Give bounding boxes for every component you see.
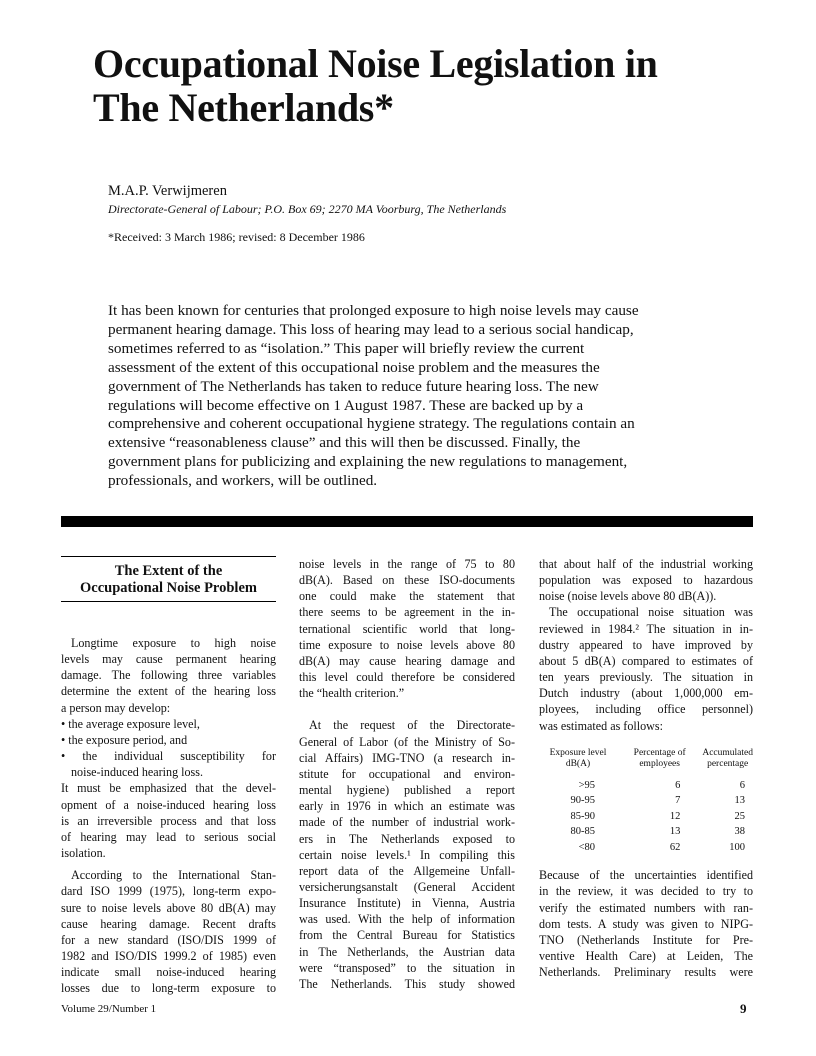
- table-cell: 6: [739, 779, 745, 791]
- text-line: The Netherlands. This study showed: [299, 976, 515, 991]
- text-line: Insurance Institute) in Vienna, Austria: [299, 896, 515, 911]
- text-line: dB(A) may cause hearing damage and: [299, 653, 515, 668]
- section-heading-line: The Extent of the: [114, 563, 223, 579]
- text-line: According to the International Stan-: [71, 868, 276, 883]
- header-text: percentage: [707, 758, 749, 769]
- abstract-line: professionals, and workers, will be outlined.: [108, 472, 378, 490]
- table-cell: 25: [734, 810, 745, 822]
- text-line: indicate small noise-induced hearing: [61, 965, 276, 980]
- text-line: Dutch industry (about 1,000,000 em-: [539, 686, 753, 701]
- text-line: General of Labor (of the Ministry of So-: [299, 734, 515, 749]
- text-line: in The Netherlands, the Austrian data: [299, 944, 515, 959]
- text-line: Netherlands. Preliminary results were: [539, 965, 753, 980]
- received-dates: *Received: 3 March 1986; revised: 8 December 1986: [108, 230, 365, 244]
- abstract-line: sometimes referred to as “isolation.” This paper will briefly review the current: [108, 339, 585, 357]
- text-line: isolation.: [61, 846, 106, 861]
- text-line: versicherungsanstalt (General Accident: [299, 879, 515, 894]
- abstract-line: assessment of the extent of this occupational noise problem and the measures the: [108, 358, 600, 376]
- column-2: [299, 556, 515, 992]
- text-line: population was exposed to hazardous: [539, 573, 753, 588]
- text-line: dustry appeared to have improved by: [539, 637, 753, 652]
- text-line: a person may develop:: [61, 700, 171, 715]
- table-cell: 13: [734, 795, 745, 807]
- title-line: Occupational Noise Legislation in: [93, 41, 658, 86]
- abstract-line: extensive “reasonableness clause” and this will then be discussed. Finally, the: [108, 434, 581, 452]
- text-line: ventive Health Care) at Leiden, The: [539, 949, 753, 963]
- text-line: ten years previously. The situation in: [539, 670, 753, 685]
- header-text: dB(A): [565, 758, 591, 769]
- text-line: was used. With the help of information: [299, 912, 515, 927]
- abstract-line: It has been known for centuries that prolonged exposure to high noise levels may cause: [108, 302, 639, 319]
- abstract-line: government plans for publicizing and explaining the new regulations to management,: [108, 453, 628, 471]
- bullet-item: • the individual susceptibility for: [61, 749, 276, 764]
- section-heading: [61, 563, 276, 597]
- table-cell: <80: [578, 841, 595, 853]
- header-text: Percentage of: [633, 747, 686, 758]
- text-line: the “health criterion.”: [299, 686, 405, 701]
- bullet-item: noise-induced hearing loss.: [71, 765, 203, 780]
- table-cell: 6: [675, 779, 681, 791]
- text-line: levels may cause permanent hearing: [61, 652, 276, 667]
- text-line: were “transposed” to the situation in: [299, 960, 515, 975]
- header-text: employees: [639, 758, 680, 769]
- bullet-item: • the exposure period, and: [61, 732, 188, 747]
- text-line: The occupational noise situation was: [549, 605, 753, 620]
- heading-rule-top: [61, 556, 276, 557]
- text-line: made of the number of industrial work-: [299, 815, 515, 830]
- table-header-cell: [702, 748, 753, 778]
- table-header-row: [539, 748, 753, 778]
- header-text: Accumulated: [702, 747, 753, 758]
- journal-volume: Volume 29/Number 1: [61, 1003, 157, 1015]
- text-line: there seems to be agreement in the in-: [299, 605, 515, 620]
- column-3: [539, 556, 753, 980]
- text-line: about 5 dB(A) compared to estimates of: [539, 653, 753, 668]
- text-line: this level could therefore be considered: [299, 670, 515, 685]
- text-line: ternational scientific world that long-: [299, 621, 515, 636]
- table-row: [539, 793, 753, 809]
- abstract-line: regulations will become effective on 1 August 1987. These are backed up by a: [108, 396, 584, 414]
- text-line: Because of the uncertainties identified: [539, 868, 753, 883]
- text-line: early in 1976 in which an estimate was: [299, 799, 515, 814]
- table-cell: 62: [669, 841, 681, 853]
- table-cell: 12: [669, 810, 681, 822]
- text-line: cial Affairs) IMG-TNO (a research in-: [299, 750, 515, 765]
- text-line: is an irreversible process and that loss: [61, 813, 276, 828]
- text-line: opment of a noise-induced hearing loss: [61, 797, 276, 812]
- text-line: for a new standard (ISO/DIS 1999 of: [61, 932, 276, 947]
- text-line: noise levels in the range of 75 to 80: [299, 557, 515, 571]
- text-line: At the request of the Directorate-: [309, 718, 515, 733]
- author-name: M.A.P. Verwijmeren: [108, 183, 227, 199]
- page-number: 9: [740, 1001, 747, 1016]
- text-line: mental hygiene) published a report: [299, 783, 515, 798]
- text-line: certain noise levels.¹ In compiling this: [299, 847, 515, 862]
- table-header-cell: [617, 748, 702, 778]
- text-line: sure to noise levels above 80 dB(A) may: [61, 900, 276, 915]
- table-cell: 7: [675, 795, 681, 807]
- text-line: damage. The following three variables: [61, 668, 276, 683]
- noise-exposure-table: [539, 748, 753, 856]
- text-line: in the review, it was decided to try to: [539, 884, 753, 899]
- table-cell: 38: [734, 826, 745, 838]
- text-line: noise (noise levels above 80 dB(A)).: [539, 589, 717, 604]
- author-affiliation: Directorate-General of Labour; P.O. Box 69; 2270 MA Voorburg, The Netherlands: [108, 202, 507, 216]
- text-line: cause hearing damage. Recent drafts: [61, 916, 276, 931]
- text-line: dom tests. A study was given to NIPG-: [539, 916, 753, 931]
- table-cell: >95: [578, 779, 595, 791]
- text-line: It must be emphasized that the devel-: [61, 781, 276, 796]
- table-cell: 13: [669, 826, 681, 838]
- text-line: time exposure to noise levels above 80: [299, 637, 515, 652]
- text-line: of hearing may lead to serious social: [61, 829, 276, 844]
- text-line: dB(A). Based on these ISO-documents: [299, 573, 515, 588]
- table-row: [539, 840, 753, 856]
- text-line: losses due to long-term exposure to: [61, 981, 276, 996]
- abstract-line: comprehensive and coherent occupational hygiene strategy. The regulations contain an: [108, 415, 635, 433]
- text-line: determine the extent of the hearing loss: [61, 684, 276, 699]
- abstract-line: permanent hearing damage. This loss of hearing may lead to a serious social handicap,: [108, 320, 634, 338]
- article-title: [93, 42, 753, 130]
- bullet-item: • the average exposure level,: [61, 716, 200, 731]
- text-line: from the Central Bureau for Statistics: [299, 928, 515, 943]
- text-line: Longtime exposure to high noise: [71, 636, 276, 650]
- section-heading-line: Occupational Noise Problem: [80, 580, 257, 596]
- text-line: ers in The Netherlands exposed to: [299, 831, 515, 846]
- text-line: that about half of the industrial working: [539, 557, 753, 571]
- text-line: verify the estimated numbers with ran-: [539, 900, 753, 915]
- table-cell: 85-90: [570, 810, 595, 822]
- abstract: [108, 302, 718, 491]
- text-line: 1982 and ISO/DIS 1999.2 of 1985) even: [61, 948, 276, 963]
- table-row: [539, 824, 753, 840]
- header-text: Exposure level: [549, 747, 607, 758]
- text-line: TNO (Netherlands Institute for Pre-: [539, 932, 753, 947]
- title-line: The Netherlands*: [93, 85, 394, 130]
- table-header-cell: [539, 748, 617, 778]
- table-row: [539, 809, 753, 825]
- column-1: [61, 556, 276, 996]
- text-line: dard ISO 1999 (1975), long-term expo-: [61, 884, 276, 899]
- text-line: stitute for occupational and environ-: [299, 766, 515, 781]
- text-line: one could make the statement that: [299, 589, 515, 604]
- text-line: ployees, including office personnel): [539, 702, 753, 717]
- text-line: reviewed in 1984.² The situation in in-: [539, 621, 753, 636]
- abstract-line: government of The Netherlands has taken to reduce future hearing loss. The new: [108, 377, 599, 395]
- text-line: report data of the Allgemeine Unfall-: [299, 863, 515, 878]
- table-cell: 80-85: [570, 826, 595, 838]
- section-divider-bar: [61, 516, 753, 527]
- text-line: was estimated as follows:: [539, 718, 663, 733]
- table-row: [539, 778, 753, 794]
- table-cell: 90-95: [570, 795, 595, 807]
- table-cell: 100: [729, 841, 745, 853]
